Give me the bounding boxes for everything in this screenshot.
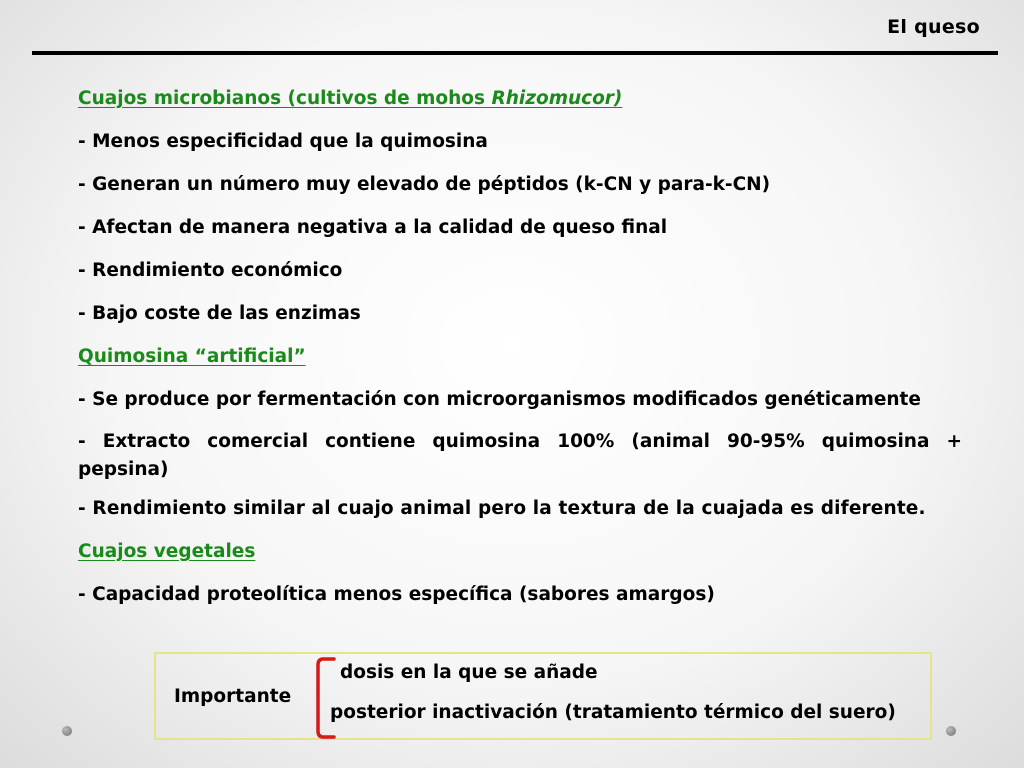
heading-microbial-rennets: [78, 88, 964, 110]
heading-vegetable-rennets: Cuajos vegetales: [78, 541, 256, 562]
bullet-microbial-1: - Menos especificidad que la quimosina: [78, 131, 488, 152]
slide-nav-dot-right: [946, 726, 956, 736]
bullet-microbial-5: - Bajo coste de las enzimas: [78, 303, 361, 324]
bullet-microbial-4: - Rendimiento económico: [78, 260, 343, 281]
heading-microbial-species: Rhizomucor): [491, 88, 623, 109]
left-brace-icon: [314, 656, 336, 740]
important-line-dose: dosis en la que se añade: [340, 662, 598, 683]
bullet-artificial-2: - Extracto comercial contiene quimosina 100% (animal 90-95% quimosina + pepsina): [78, 431, 962, 480]
slide-nav-dot-left: [62, 726, 72, 736]
bullet-artificial-3: - Rendimiento similar al cuajo animal pero la textura de la cuajada es diferente.: [78, 498, 926, 519]
bullet-microbial-2: - Generan un número muy elevado de péptidos (k-CN y para-k-CN): [78, 174, 771, 195]
important-label: Importante: [174, 686, 292, 707]
bullet-vegetable-1: - Capacidad proteolítica menos específica (sabores amargos): [78, 584, 715, 605]
important-note-box: [154, 652, 932, 740]
slide-content: [78, 88, 964, 627]
heading-microbial-text: Cuajos microbianos (cultivos de mohos: [78, 88, 492, 109]
important-line-inactivation: posterior inactivación (tratamiento térmico del suero): [330, 702, 896, 723]
slide-title: El queso: [887, 16, 980, 38]
bullet-artificial-1: - Se produce por fermentación con microorganismos modificados genéticamente: [78, 389, 921, 410]
heading-artificial-chymosin: Quimosina “artificial”: [78, 346, 306, 367]
title-divider: [32, 51, 998, 55]
bullet-microbial-3: - Afectan de manera negativa a la calidad de queso final: [78, 217, 668, 238]
